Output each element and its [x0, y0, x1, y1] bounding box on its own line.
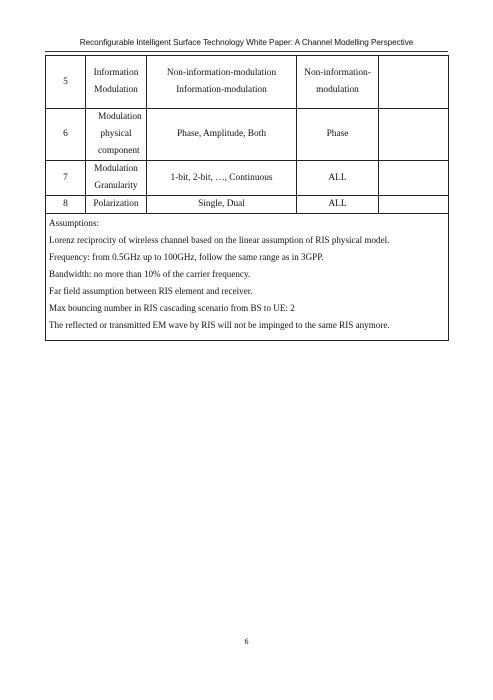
assumptions-title: Assumptions: — [49, 218, 100, 228]
default-value: Phase — [297, 109, 379, 161]
parameter-values: Phase, Amplitude, Both — [147, 109, 297, 161]
assumption-line: Lorenz reciprocity of wireless channel based on the linear assumption of RIS physical model. — [49, 235, 390, 245]
assumptions-cell — [46, 214, 449, 341]
table-row — [46, 196, 449, 214]
assumption-line: The reflected or transmitted EM wave by RIS will not be impinged to the same RIS anymore. — [49, 320, 390, 330]
parameter-name: Polarization — [86, 196, 147, 214]
parameter-name: Information Modulation — [86, 56, 147, 109]
assumption-line: Bandwidth: no more than 10% of the carrier frequency. — [49, 269, 251, 279]
row-number: 7 — [46, 161, 86, 196]
parameter-name: Modulation Granularity — [86, 161, 147, 196]
assumptions-row — [46, 214, 449, 341]
empty-cell — [379, 56, 449, 109]
parameter-values: Single, Dual — [147, 196, 297, 214]
assumption-line: Far field assumption between RIS element and receiver. — [49, 286, 253, 296]
table-row — [46, 109, 449, 161]
empty-cell — [379, 109, 449, 161]
page-header: Reconfigurable Intelligent Surface Technology White Paper: A Channel Modelling Perspective — [79, 38, 414, 47]
page-number: 6 — [244, 637, 249, 646]
assumption-line: Frequency: from 0.5GHz up to 100GHz, follow the same range as in 3GPP. — [49, 252, 324, 262]
assumption-line: Max bouncing number in RIS cascading scenario from BS to UE: 2 — [49, 303, 295, 313]
row-number: 6 — [46, 109, 86, 161]
value-line: Information-modulation — [176, 85, 267, 95]
row-number: 8 — [46, 196, 86, 214]
default-value: Non-information-modulation — [297, 56, 379, 109]
value-line: Non-information-modulation — [166, 68, 277, 78]
parameter-values: 1-bit, 2-bit, …, Continuous — [147, 161, 297, 196]
header-rule — [45, 51, 448, 52]
empty-cell — [379, 161, 449, 196]
parameter-values — [147, 56, 297, 109]
table-row — [46, 56, 449, 109]
parameter-name: Modulation physical component — [86, 109, 147, 161]
row-number: 5 — [46, 56, 86, 109]
table-row — [46, 161, 449, 196]
default-value: ALL — [297, 196, 379, 214]
default-value: ALL — [297, 161, 379, 196]
parameter-table — [45, 55, 449, 341]
empty-cell — [379, 196, 449, 214]
